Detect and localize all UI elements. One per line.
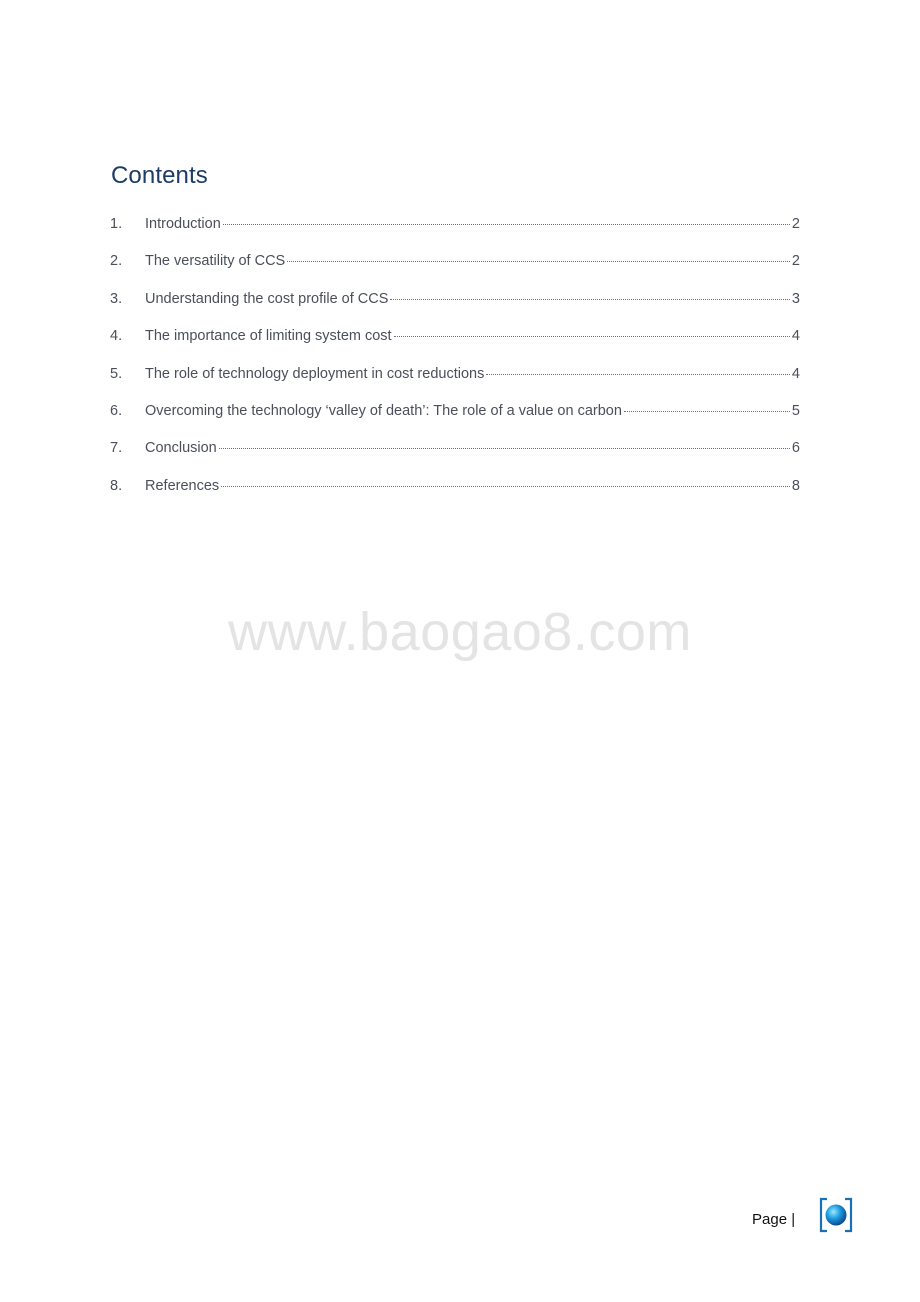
toc-entry-2[interactable] [110, 251, 800, 288]
dot-leader [394, 336, 790, 337]
toc-entry-4[interactable] [110, 326, 800, 363]
toc-page-number: 4 [791, 328, 800, 345]
toc-title: References [145, 477, 220, 494]
toc-title: The role of technology deployment in cost reductions [145, 365, 485, 382]
toc-page-number: 8 [791, 477, 800, 494]
toc-page-number: 5 [791, 402, 800, 419]
dot-leader [287, 261, 790, 262]
contents-heading: Contents [111, 162, 208, 189]
toc-title: The versatility of CCS [145, 253, 286, 270]
toc-number: 4. [110, 328, 123, 345]
toc-entry-5[interactable] [110, 364, 800, 401]
toc-page-number: 2 [791, 216, 800, 232]
dot-leader [221, 486, 790, 487]
footer-page-label: Page | [752, 1211, 796, 1228]
toc-number: 5. [110, 365, 123, 382]
dot-leader [624, 411, 790, 412]
toc-title: Conclusion [145, 440, 217, 457]
watermark-text: www.baogao8.com [228, 602, 692, 662]
toc-title: Overcoming the technology ‘valley of death’: The role of a value on carbon [145, 402, 622, 419]
toc-page-number: 6 [791, 440, 800, 457]
table-of-contents [110, 214, 800, 513]
dot-leader [486, 374, 790, 375]
toc-entry-6[interactable] [110, 401, 800, 438]
toc-title: Understanding the cost profile of CCS [145, 290, 389, 307]
toc-number: 7. [110, 440, 123, 457]
toc-title: Introduction [145, 216, 221, 232]
dot-leader [223, 224, 790, 225]
toc-entry-3[interactable] [110, 289, 800, 326]
toc-number: 3. [110, 290, 123, 307]
toc-page-number: 2 [791, 253, 800, 270]
dot-leader [390, 299, 790, 300]
toc-number: 8. [110, 477, 123, 494]
toc-number: 6. [110, 402, 123, 419]
toc-page-number: 3 [791, 290, 800, 307]
toc-entry-7[interactable] [110, 438, 800, 475]
globe-bracket-logo-icon [818, 1197, 854, 1233]
toc-number: 1. [110, 216, 123, 232]
dot-leader [219, 448, 790, 449]
toc-number: 2. [110, 253, 123, 270]
toc-entry-1[interactable] [110, 214, 800, 251]
toc-page-number: 4 [791, 365, 800, 382]
toc-entry-8[interactable] [110, 476, 800, 513]
toc-title: The importance of limiting system cost [145, 328, 392, 345]
